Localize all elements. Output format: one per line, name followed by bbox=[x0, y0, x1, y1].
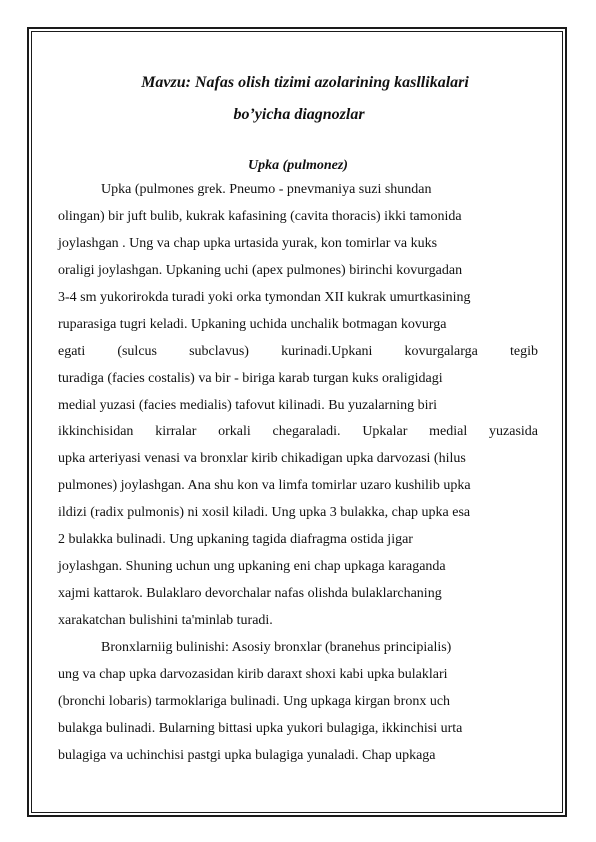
text-line: bulagiga va uchinchisi pastgi upka bulagiga yunaladi. Chap upkaga bbox=[58, 747, 436, 763]
document-title-line-1: Mavzu: Nafas olish tizimi azolarining kasllikalari bbox=[141, 74, 469, 91]
text-line: bulakga bulinadi. Bularning bittasi upka yukori bulagiga, ikkinchisi urta bbox=[58, 720, 463, 736]
body-text bbox=[58, 177, 538, 770]
text-line: turadiga (facies costalis) va bir - biriga karab turgan kuks oraligidagi bbox=[58, 370, 443, 386]
text-line: Bronxlarniig bulinishi: Asosiy bronxlar (branehus principialis) bbox=[101, 639, 452, 655]
text-line: egati (sulcus subclavus) kurinadi.Upkani kovurgalarga tegib bbox=[58, 343, 538, 359]
text-line: ildizi (radix pulmonis) ni xosil kiladi. Ung upka 3 bulakka, chap upka esa bbox=[58, 505, 471, 521]
text-line: pulmones) joylashgan. Ana shu kon va limfa tomirlar uzaro kushilib upka bbox=[58, 478, 471, 494]
text-line: ruparasiga tugri keladi. Upkaning uchida unchalik botmagan kovurga bbox=[58, 316, 447, 332]
text-line: Upka (pulmones grek. Pneumo - pnevmaniya suzi shundan bbox=[101, 182, 432, 197]
text-line: joylashgan. Shuning uchun ung upkaning eni chap upkaga karaganda bbox=[58, 559, 446, 575]
text-line: 3-4 sm yukorirokda turadi yoki orka tymondan XII kukrak umurtkasining bbox=[58, 289, 471, 305]
text-line: joylashgan . Ung va chap upka urtasida yurak, kon tomirlar va kuks bbox=[58, 235, 438, 251]
text-line: ikkinchisidan kirralar orkali chegaraladi. Upkalar medial yuzasida bbox=[58, 424, 538, 440]
text-line: medial yuzasi (facies medialis) tafovut kilinadi. Bu yuzalarning biri bbox=[58, 397, 438, 413]
text-line: oraligi joylashgan. Upkaning uchi (apex pulmones) birinchi kovurgadan bbox=[58, 262, 463, 278]
text-line: ung va chap upka darvozasidan kirib daraxt shoxi kabi upka bulaklari bbox=[58, 666, 448, 682]
document-title-line-2: bo’yicha diagnozlar bbox=[233, 106, 365, 123]
text-line: (bronchi lobaris) tarmoklariga bulinadi. Ung upkaga kirgan bronx uch bbox=[58, 693, 451, 709]
text-line: olingan) bir juft bulib, kukrak kafasining (cavita thoracis) ikki tamonida bbox=[58, 208, 462, 224]
text-line: xarakatchan bulishini ta'minlab turadi. bbox=[58, 613, 273, 628]
text-line: 2 bulakka bulinadi. Ung upkaning tagida diafragma ostida jigar bbox=[58, 532, 413, 548]
text-line: upka arteriyasi venasi va bronxlar kirib chikadigan upka darvozasi (hilus bbox=[58, 451, 466, 467]
section-heading: Upka (pulmonez) bbox=[248, 158, 348, 173]
text-line: xajmi kattarok. Bulaklaro devorchalar nafas olishda bulaklarchaning bbox=[58, 586, 442, 602]
